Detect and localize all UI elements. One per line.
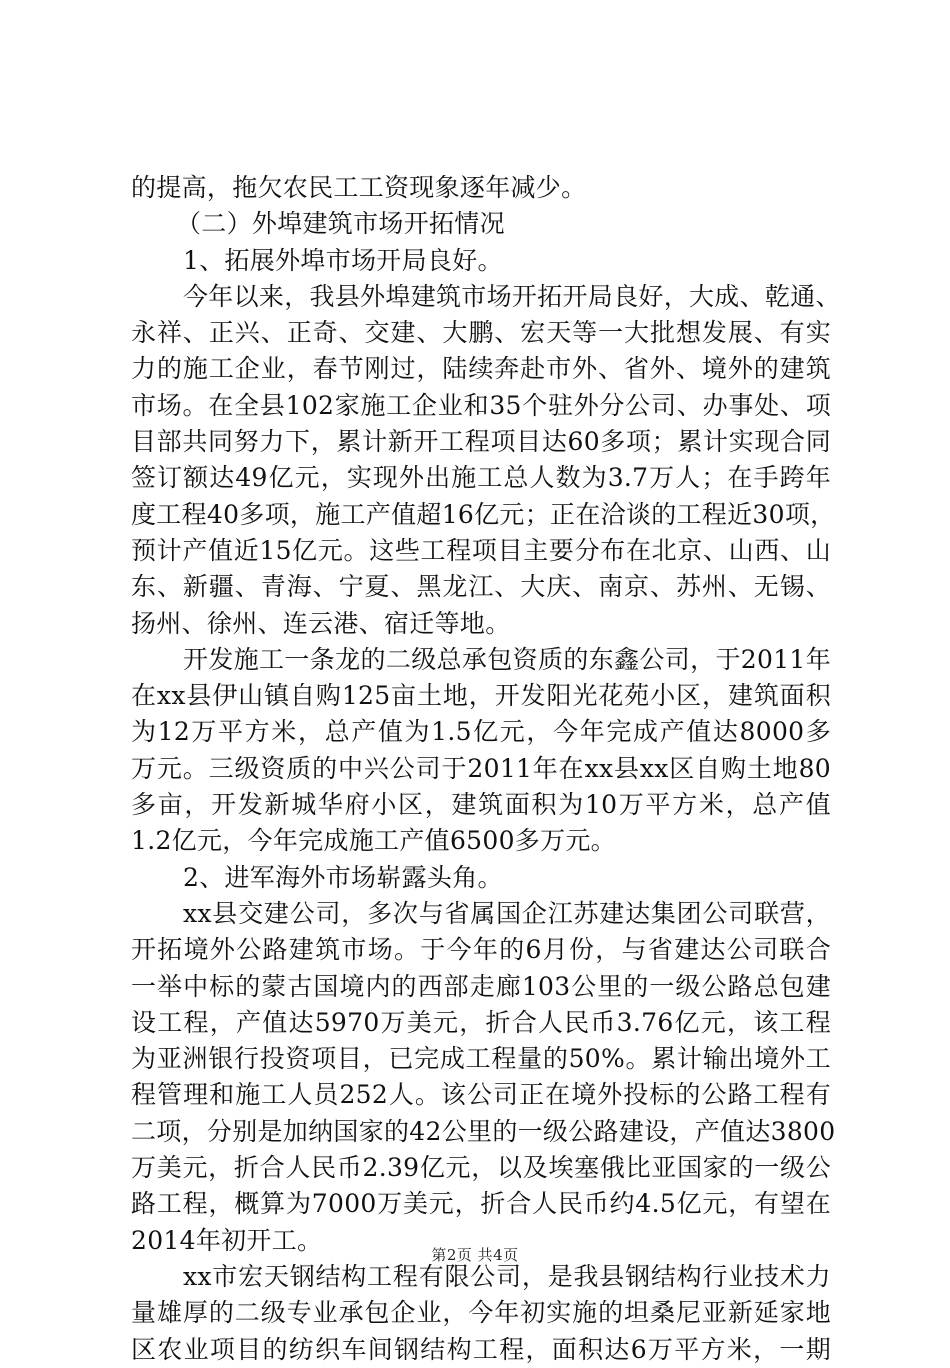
text-line: 预计产值近15亿元。这些工程项目主要分布在北京、山西、山 [131, 535, 831, 565]
text-line: 多亩，开发新城华府小区，建筑面积为10万平方米，总产值 [131, 790, 831, 820]
subsection-heading: 2、进军海外市场崭露头角。 [183, 862, 503, 892]
page-number-label: 第2页 共4页 [431, 1246, 519, 1264]
text-line: 签订额达49亿元，实现外出施工总人数为3.7万人；在手跨年 [131, 463, 831, 493]
text-line: 量雄厚的二级专业承包企业，今年初实施的坦桑尼亚新延家地 [131, 1298, 831, 1328]
text-line: 万美元，折合人民币2.39亿元，以及埃塞俄比亚国家的一级公 [131, 1153, 831, 1183]
text-line: 为亚洲银行投资项目，已完成工程量的50%。累计输出境外工 [131, 1044, 831, 1074]
text-line: 东、新疆、青海、宁夏、黑龙江、大庆、南京、苏州、无锡、 [131, 572, 831, 602]
text-line: 2014年初开工。 [131, 1225, 323, 1255]
text-line: 开发施工一条龙的二级总承包资质的东鑫公司，于2011年 [183, 644, 831, 674]
section-heading: （二）外埠建筑市场开拓情况 [176, 209, 505, 239]
text-line: 在xx县伊山镇自购125亩土地，开发阳光花苑小区，建筑面积 [131, 681, 831, 711]
text-line: 今年以来，我县外埠建筑市场开拓开局良好，大成、乾通、 [183, 281, 841, 311]
text-line: 程管理和施工人员252人。该公司正在境外投标的公路工程有 [131, 1080, 831, 1110]
text-line: 1.2亿元，今年完成施工产值6500多万元。 [131, 826, 616, 856]
text-line: 扬州、徐州、连云港、宿迁等地。 [131, 608, 511, 638]
text-line: 度工程40多项，施工产值超16亿元；正在洽谈的工程近30项， [131, 499, 836, 529]
text-line: 万元。三级资质的中兴公司于2011年在xx县xx区自购土地80 [131, 753, 831, 783]
text-line: 一举中标的蒙古国境内的西部走廊103公里的一级公路总包建 [131, 971, 831, 1001]
text-line: 开拓境外公路建筑市场。于今年的6月份，与省建达公司联合 [131, 935, 831, 965]
text-line: 为12万平方米，总产值为1.5亿元，今年完成产值达8000多 [131, 717, 831, 747]
text-line: 力的施工企业，春节刚过，陆续奔赴市外、省外、境外的建筑 [131, 354, 831, 384]
document-body [131, 170, 841, 1368]
subsection-heading: 1、拓展外埠市场开局良好。 [183, 245, 503, 275]
text-line: 路工程，概算为7000万美元，折合人民币约4.5亿元，有望在 [131, 1189, 831, 1219]
text-line: 永祥、正兴、正奇、交建、大鹏、宏天等一大批想发展、有实 [131, 318, 831, 348]
text-line: xx市宏天钢结构工程有限公司，是我县钢结构行业技术力 [183, 1261, 831, 1291]
text-line: 区农业项目的纺织车间钢结构工程，面积达6万平方米，一期 [131, 1334, 831, 1364]
page-footer [0, 1244, 950, 1265]
text-line: 二项，分别是加纳国家的42公里的一级公路建设，产值达3800 [131, 1116, 836, 1146]
text-line: 的提高，拖欠农民工工资现象逐年减少。 [131, 173, 587, 202]
text-line: 市场。在全县102家施工企业和35个驻外分公司、办事处、项 [131, 390, 831, 420]
text-line: 设工程，产值达5970万美元，折合人民币3.76亿元，该工程 [131, 1007, 831, 1037]
text-line: 目部共同努力下，累计新开工程项目达60多项；累计实现合同 [131, 427, 831, 457]
text-line: xx县交建公司，多次与省属国企江苏建达集团公司联营， [183, 898, 831, 928]
